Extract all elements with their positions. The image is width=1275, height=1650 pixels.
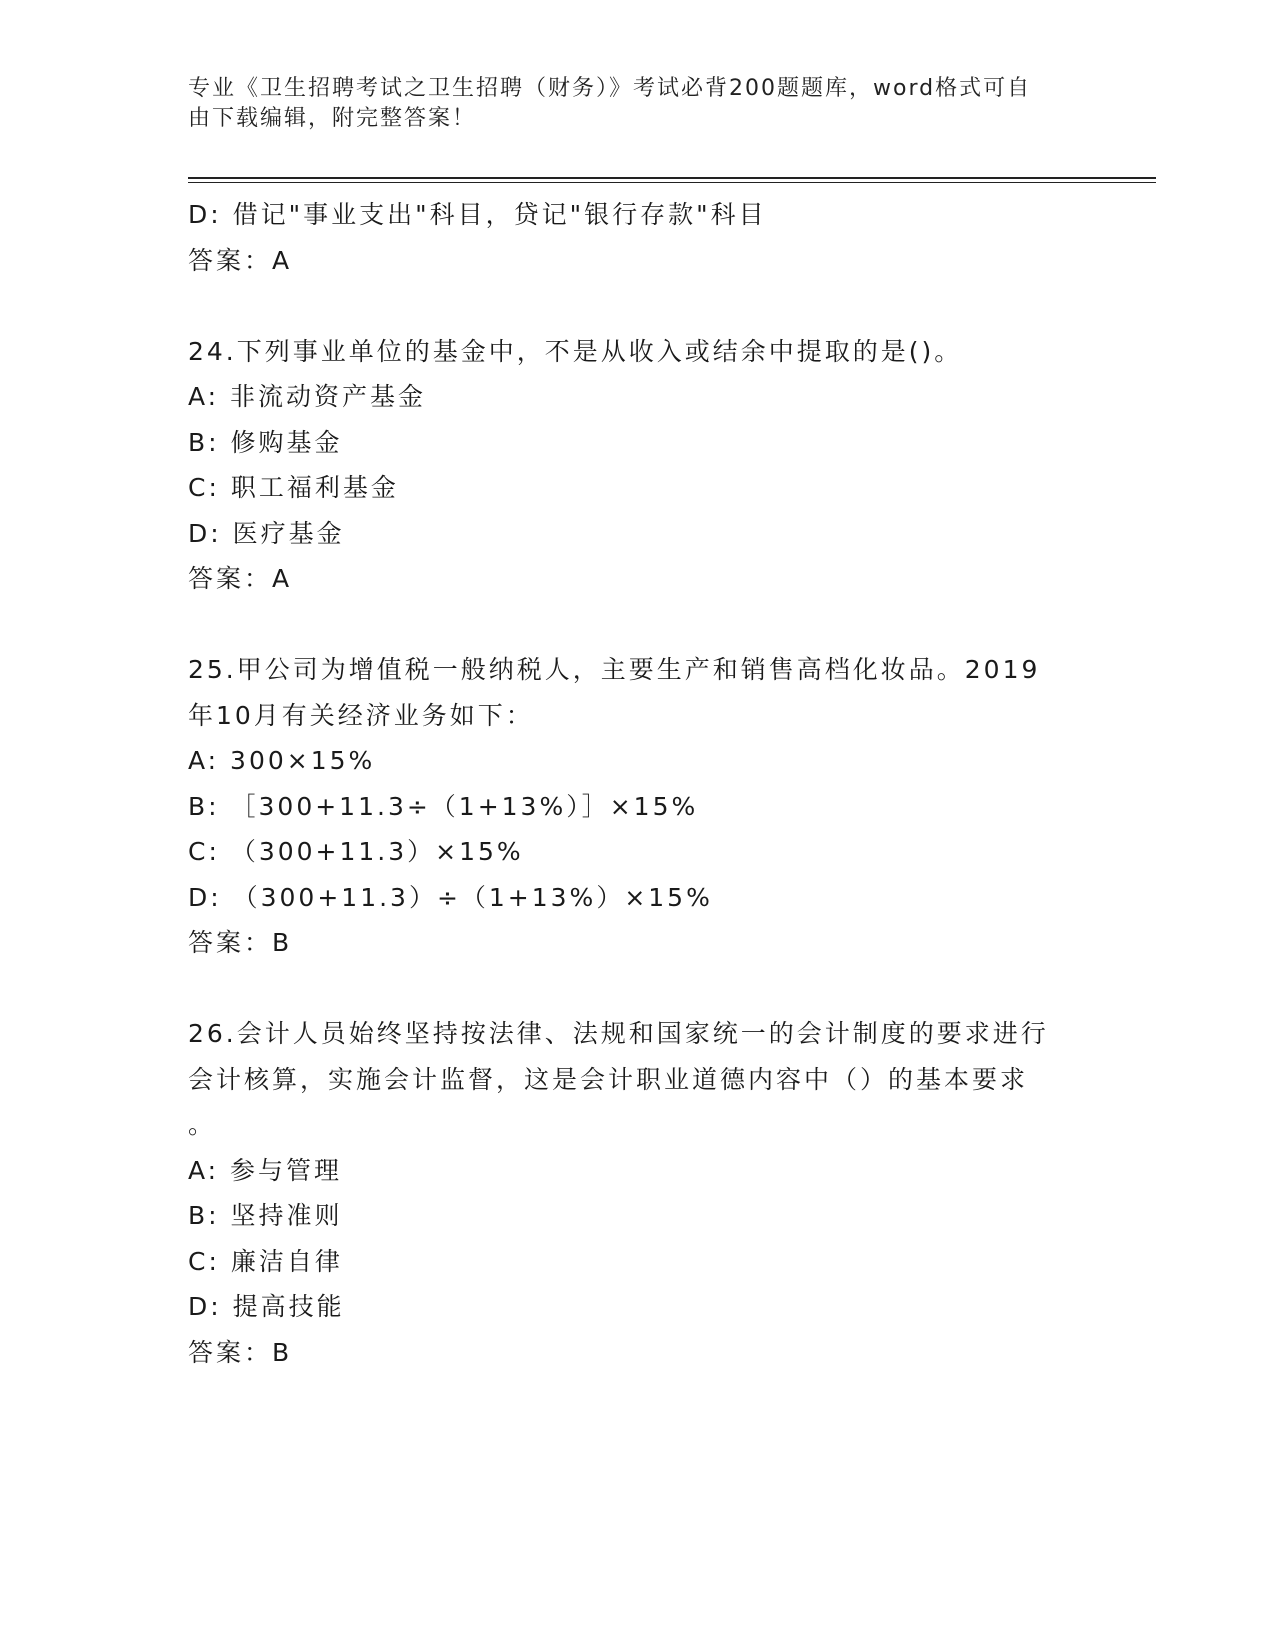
answer-line: 答案：A <box>188 564 293 593</box>
option-b: B: ［300+11.3÷（1+13%）］×15% <box>188 791 699 821</box>
answer-line: 答案：B <box>188 928 293 957</box>
option-d: D: 借记"事业支出"科目，贷记"银行存款"科目 <box>188 200 767 229</box>
option-b: B: 坚持准则 <box>188 1201 343 1230</box>
question-stem: 26.会计人员始终坚持按法律、法规和国家统一的会计制度的要求进行 <box>188 1019 1049 1048</box>
question-stem-continued: 会计核算，实施会计监督，这是会计职业道德内容中（）的基本要求 <box>188 1064 1029 1094</box>
document-header <box>188 74 1068 134</box>
spacer <box>188 966 1088 1012</box>
option-a: A: 参与管理 <box>188 1155 343 1185</box>
question-24 <box>188 329 1088 602</box>
document-body <box>188 192 1088 1375</box>
question-25 <box>188 647 1088 966</box>
answer-line: 答案：A <box>188 245 293 275</box>
option-d: D: 医疗基金 <box>188 518 345 548</box>
question-stem-continued: 年10月有关经济业务如下： <box>188 700 534 730</box>
question-stem-continued: 。 <box>188 1110 217 1139</box>
question-stem: 24.下列事业单位的基金中，不是从收入或结余中提取的是()。 <box>188 336 963 366</box>
spacer <box>188 602 1088 648</box>
option-d: D: （300+11.3）÷（1+13%）×15% <box>188 882 713 912</box>
header-line-2: 由下载编辑，附完整答案！ <box>188 106 477 131</box>
answer-line: 答案：B <box>188 1337 293 1367</box>
option-c: C: 职工福利基金 <box>188 473 399 502</box>
header-rule-thick <box>188 177 1156 179</box>
header-line-1: 专业《卫生招聘考试之卫生招聘（财务）》考试必背200题题库，word格式可自 <box>188 76 1032 101</box>
option-c: C: 廉洁自律 <box>188 1246 343 1276</box>
header-rule-thin <box>188 182 1156 183</box>
question-stem: 25.甲公司为增值税一般纳税人，主要生产和销售高档化妆品。2019 <box>188 655 1041 684</box>
question-26 <box>188 1011 1088 1375</box>
option-a: A: 300×15% <box>188 746 376 775</box>
option-c: C: （300+11.3）×15% <box>188 837 524 866</box>
spacer <box>188 283 1088 329</box>
option-a: A: 非流动资产基金 <box>188 382 427 411</box>
question-fragment <box>188 192 1088 283</box>
option-b: B: 修购基金 <box>188 427 343 457</box>
option-d: D: 提高技能 <box>188 1292 345 1321</box>
